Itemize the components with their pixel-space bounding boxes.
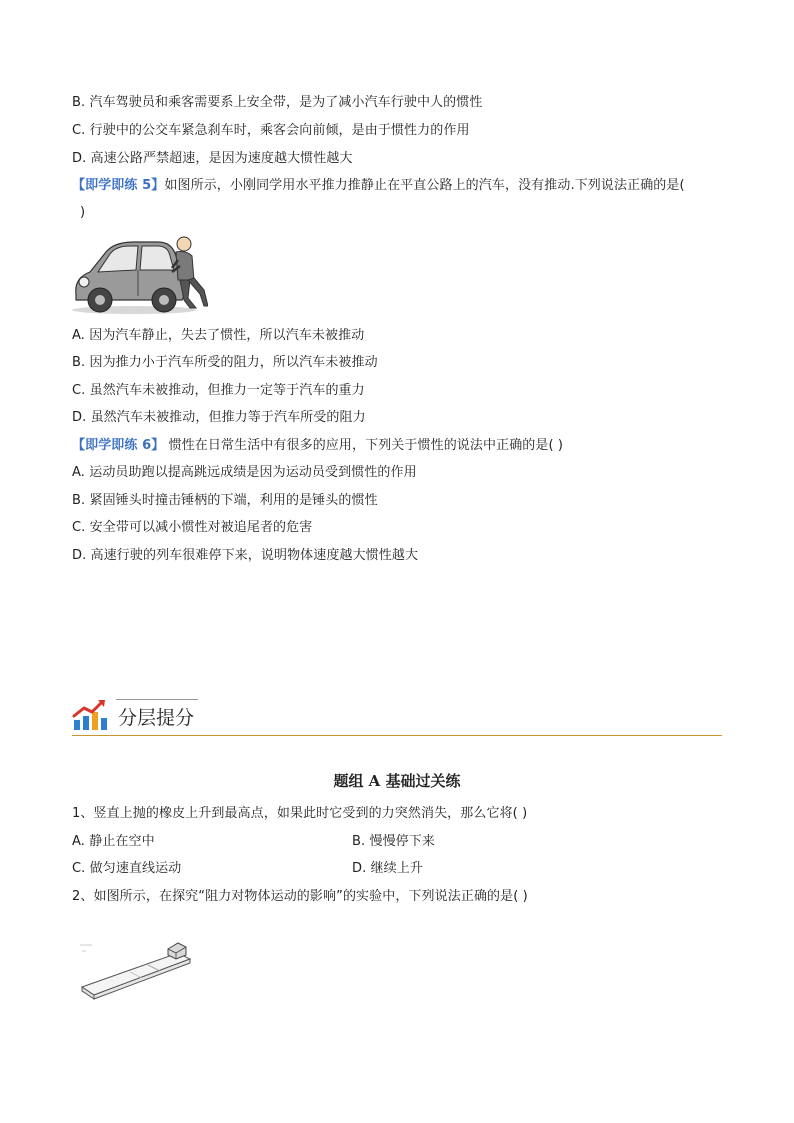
growth-chart-icon <box>72 698 108 732</box>
q6-option-d: D. 高速行驶的列车很难停下来，说明物体速度越大惯性越大 <box>72 548 419 563</box>
q5-option-c: C. 虽然汽车未被推动，但推力一定等于汽车的重力 <box>72 383 365 398</box>
q5-stem <box>72 177 722 195</box>
section-divider <box>72 735 722 736</box>
car-push-icon <box>72 230 208 316</box>
q5-tag: 【即学即练 5】 <box>72 178 165 193</box>
section-title: 分层提分 <box>118 707 195 729</box>
ramp-cart-icon <box>78 935 198 1001</box>
q4-option-c: C. 行驶中的公交车紧急刹车时，乘客会向前倾，是由于惯性力的作用 <box>72 123 470 138</box>
q6-stem <box>72 437 563 455</box>
ramp-cart-illustration <box>78 935 198 1001</box>
q6-option-b: B. 紧固锤头时撞击锤柄的下端，利用的是锤头的惯性 <box>72 493 378 508</box>
q6-option-c: C. 安全带可以减小惯性对被追尾者的危害 <box>72 520 313 535</box>
q1-option-a: A. 静止在空中 <box>72 834 155 849</box>
group-title: 题组 A 基础过关练 <box>333 772 461 790</box>
q1-option-b: B. 慢慢停下来 <box>352 834 435 849</box>
bar-chart-arrow-icon <box>72 698 108 732</box>
q5-option-b: B. 因为推力小于汽车所受的阻力，所以汽车未被推动 <box>72 355 378 370</box>
q5-option-a: A. 因为汽车静止，失去了惯性，所以汽车未被推动 <box>72 328 365 343</box>
car-push-illustration <box>72 230 208 316</box>
q5-close-paren: ) <box>80 205 86 220</box>
q1-option-c: C. 做匀速直线运动 <box>72 861 182 876</box>
q6-text: 惯性在日常生活中有很多的应用，下列关于惯性的说法中正确的是( ) <box>164 438 564 453</box>
q1-stem: 1、竖直上抛的橡皮上升到最高点，如果此时它受到的力突然消失，那么它将( ) <box>72 806 528 821</box>
q5-text: 如图所示，小刚同学用水平推力推静止在平直公路上的汽车，没有推动.下列说法正确的是( <box>164 178 685 193</box>
section-overline <box>116 699 198 700</box>
q4-option-d: D. 高速公路严禁超速，是因为速度越大惯性越大 <box>72 151 353 166</box>
q6-option-a: A. 运动员助跑以提高跳远成绩是因为运动员受到惯性的作用 <box>72 465 417 480</box>
q2-stem: 2、如图所示，在探究“阻力对物体运动的影响”的实验中，下列说法正确的是( ) <box>72 889 528 904</box>
q5-option-d: D. 虽然汽车未被推动，但推力等于汽车所受的阻力 <box>72 410 366 425</box>
q6-tag: 【即学即练 6】 <box>72 438 165 453</box>
q4-option-b: B. 汽车驾驶员和乘客需要系上安全带，是为了减小汽车行驶中人的惯性 <box>72 95 483 110</box>
q1-option-d: D. 继续上升 <box>352 861 423 876</box>
